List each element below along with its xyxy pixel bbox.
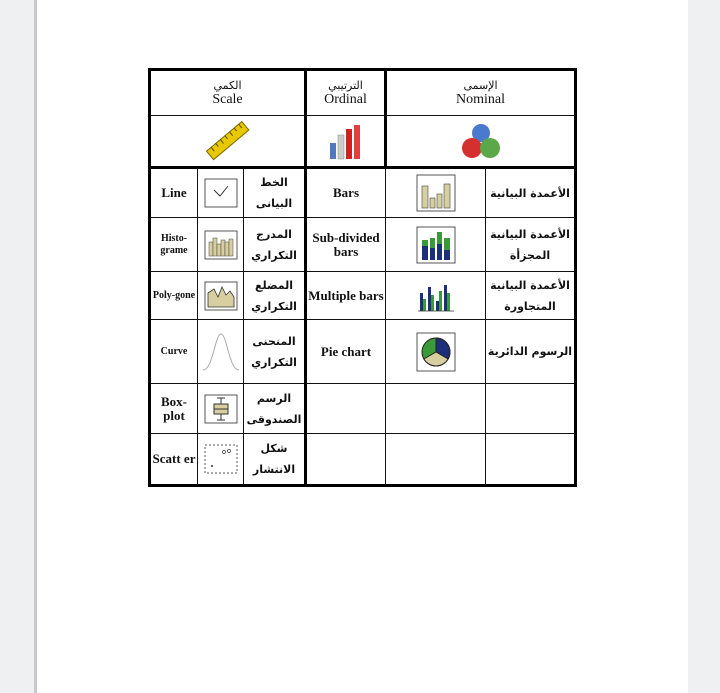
scatter-icon <box>204 444 238 474</box>
row6-scale-en-cell <box>150 434 198 486</box>
row5-scale-ar: الرسم الصندوقى <box>246 391 302 426</box>
row2-scale-icon-cell <box>198 218 244 272</box>
header-nominal <box>386 70 576 116</box>
row4-scale-icon-cell <box>198 320 244 384</box>
row6-scale-icon-cell <box>198 434 244 486</box>
bell-curve-icon <box>201 330 241 374</box>
header-ordinal-en: Ordinal <box>324 91 367 107</box>
scale-icon-cell <box>150 116 306 168</box>
row5-scale-icon-cell <box>198 384 244 434</box>
bar-chart-icon <box>416 174 456 212</box>
header-scale <box>150 70 306 116</box>
grouped-bar-icon <box>416 279 456 313</box>
header-ordinal-ar: الترتيبي <box>328 78 363 92</box>
polygon-area-icon <box>204 281 238 311</box>
row3-ord-en: Multiple bars <box>308 287 384 303</box>
row1-scale-en-cell <box>150 168 198 218</box>
row5-scale-en: Box-plot <box>161 393 187 423</box>
row6-scale-ar: شكل الانتشار <box>252 442 296 476</box>
ordinal-bars-icon <box>326 121 366 161</box>
row2-ord-en-cell <box>306 218 386 272</box>
venn-circles-icon <box>459 121 503 161</box>
row4-ord-en-cell <box>306 320 386 384</box>
header-ordinal <box>306 70 386 116</box>
row3-scale-en: Poly-gone <box>152 289 196 301</box>
header-scale-ar: الكمي <box>213 78 242 92</box>
row2-scale-en: Histo-grame <box>160 232 188 256</box>
header-nominal-ar: الإسمى <box>463 78 498 92</box>
row2-ord-icon-cell <box>386 218 486 272</box>
row6-nom-empty <box>486 434 576 486</box>
stacked-bar-icon <box>416 226 456 264</box>
histogram-icon <box>204 230 238 260</box>
row1-ord-ar-cell <box>486 168 576 218</box>
row5-ord-icon-empty <box>386 384 486 434</box>
row5-scale-ar-cell <box>244 384 306 434</box>
row1-ord-icon-cell <box>386 168 486 218</box>
row1-ord-en: Bars <box>333 185 359 200</box>
row4-ord-ar: الرسوم الدائرية <box>487 345 573 358</box>
chart-types-table <box>148 68 577 487</box>
row4-scale-ar: المنحنى التكراري <box>251 334 297 369</box>
row1-ord-ar: الأعمدة البيانية <box>490 186 570 200</box>
row6-scale-en: Scatt er <box>152 451 196 466</box>
row2-ord-ar: الأعمدة البيانية المجزأة <box>490 227 570 262</box>
row5-ord-empty <box>306 384 386 434</box>
nominal-icon-cell <box>386 116 576 168</box>
row4-scale-en: Curve <box>160 345 188 357</box>
line-chart-icon <box>204 178 238 208</box>
page-edge <box>34 0 37 693</box>
row6-ord-empty <box>306 434 386 486</box>
row6-scale-ar-cell <box>244 434 306 486</box>
row2-ord-ar-cell <box>486 218 576 272</box>
row3-scale-icon-cell <box>198 272 244 320</box>
row1-scale-ar-cell <box>244 168 306 218</box>
row2-scale-ar-cell <box>244 218 306 272</box>
row1-scale-en: Line <box>161 185 187 200</box>
row1-scale-ar: الخط البيانى <box>255 176 293 210</box>
row3-ord-en-cell <box>306 272 386 320</box>
row3-ord-ar-cell <box>486 272 576 320</box>
pie-chart-icon <box>416 332 456 372</box>
boxplot-icon <box>204 394 238 424</box>
row4-scale-en-cell <box>150 320 198 384</box>
row1-scale-icon-cell <box>198 168 244 218</box>
row2-scale-en-cell <box>150 218 198 272</box>
header-nominal-en: Nominal <box>456 91 505 107</box>
row3-scale-en-cell <box>150 272 198 320</box>
row4-ord-icon-cell <box>386 320 486 384</box>
header-scale-en: Scale <box>212 91 243 107</box>
row6-ord-icon-empty <box>386 434 486 486</box>
ordinal-icon-cell <box>306 116 386 168</box>
row3-ord-ar: الأعمدة البيانية المتجاورة <box>490 278 570 313</box>
row2-scale-ar: المدرج التكراري <box>251 227 297 262</box>
ruler-icon <box>203 120 253 162</box>
row2-ord-en: Sub-divided bars <box>312 229 380 259</box>
row3-ord-icon-cell <box>386 272 486 320</box>
row1-ord-en-cell <box>306 168 386 218</box>
row4-ord-ar-cell <box>486 320 576 384</box>
row4-ord-en: Pie chart <box>320 343 372 359</box>
row4-scale-ar-cell <box>244 320 306 384</box>
row5-scale-en-cell <box>150 384 198 434</box>
row3-scale-ar: المضلع التكراري <box>251 278 297 313</box>
row5-nom-empty <box>486 384 576 434</box>
row3-scale-ar-cell <box>244 272 306 320</box>
